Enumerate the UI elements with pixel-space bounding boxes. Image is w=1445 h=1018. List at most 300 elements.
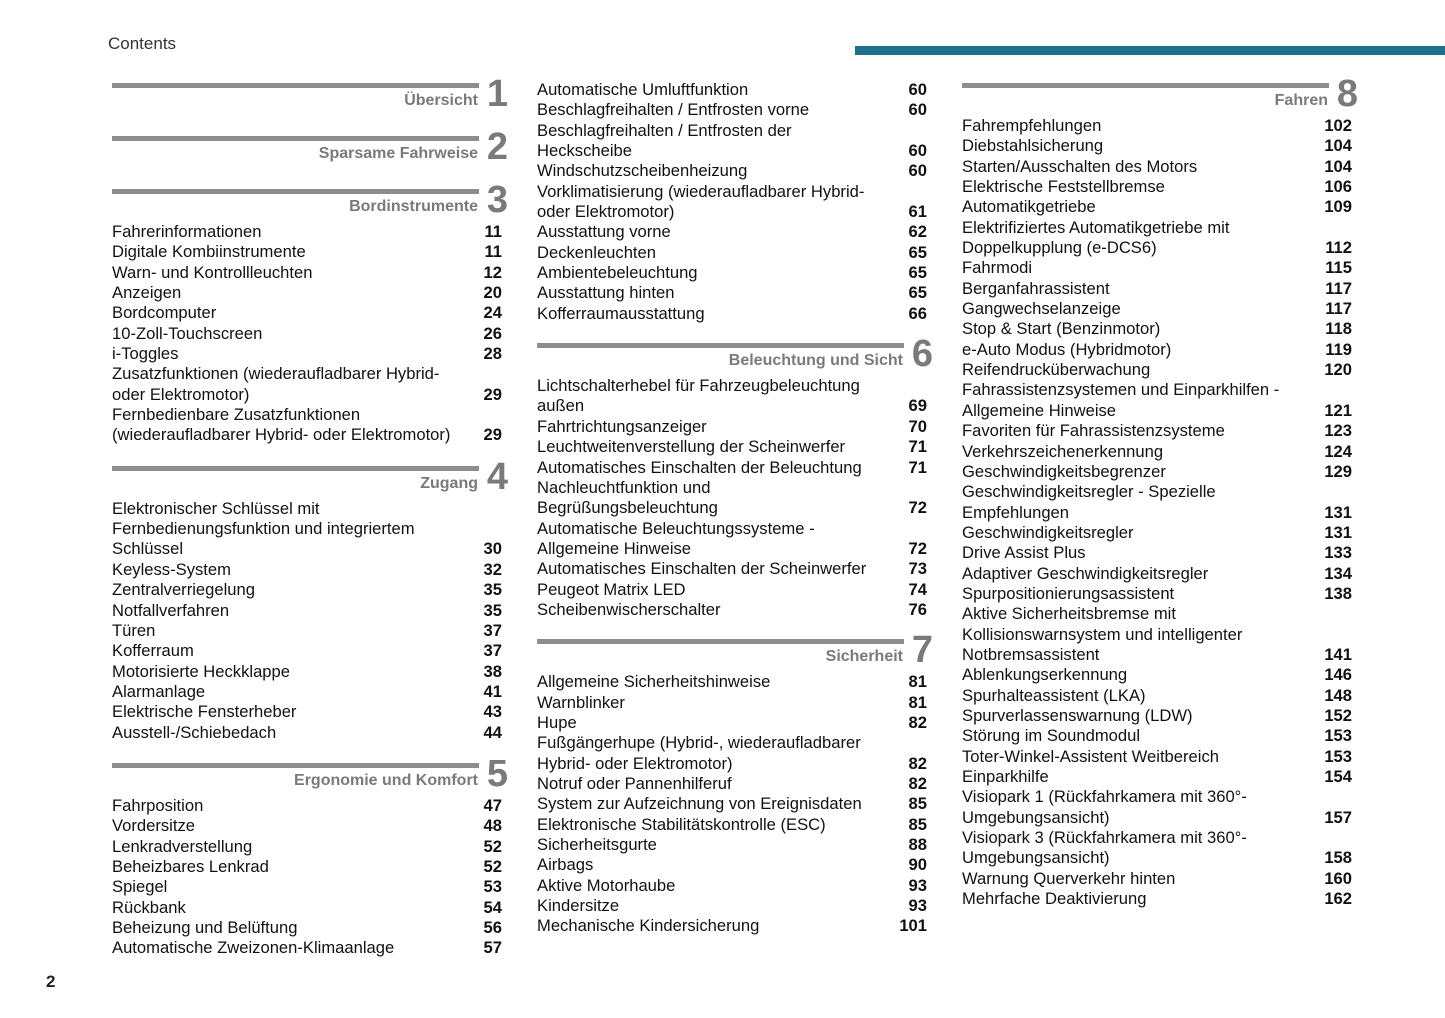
toc-entry-page: 11 [484, 222, 502, 241]
toc-entry[interactable] [112, 499, 508, 560]
toc-entry-page: 30 [483, 539, 502, 559]
section-number: 8 [1336, 73, 1358, 115]
toc-entry-title: Rückbank [112, 897, 186, 917]
toc-entry-page: 162 [1324, 889, 1352, 909]
toc-entry-page: 61 [908, 202, 927, 222]
toc-entry-page: 65 [908, 242, 927, 262]
toc-entry[interactable] [962, 299, 1358, 319]
toc-entry-page: 53 [483, 877, 502, 897]
toc-entry[interactable] [537, 182, 933, 223]
toc-entry[interactable] [537, 222, 933, 242]
section-header [112, 73, 508, 116]
toc-entry-page: 138 [1324, 583, 1352, 603]
toc-entry-page: 88 [908, 835, 927, 854]
toc-entry[interactable] [537, 672, 933, 692]
toc-entry-page: 60 [908, 141, 927, 161]
toc-entry-title: Geschwindigkeitsbegrenzer [962, 461, 1166, 481]
toc-entry-title: Ausstattung hinten [537, 283, 675, 303]
toc-entry-title: Elektrische Fensterheber [112, 702, 297, 722]
toc-entry-title: System zur Aufzeichnung von Ereignisdaten [537, 794, 862, 814]
toc-entry[interactable] [962, 869, 1358, 889]
toc-entry[interactable] [962, 380, 1358, 421]
section-title[interactable]: Fahren [1274, 92, 1328, 109]
toc-entry[interactable] [537, 458, 933, 478]
toc-column-1 [112, 73, 508, 959]
toc-entry-page: 56 [483, 917, 502, 937]
toc-entry-page: 11 [484, 242, 502, 262]
toc-entry-page: 153 [1324, 746, 1352, 766]
toc-entry-title: Bordcomputer [112, 303, 217, 323]
toc-entry[interactable] [112, 723, 508, 743]
toc-section [112, 169, 508, 446]
toc-entry[interactable] [962, 889, 1358, 909]
toc-entry-title: Kofferraumausstattung [537, 303, 705, 323]
toc-entry[interactable] [962, 787, 1358, 828]
toc-entry-title: Kofferraum [112, 641, 194, 661]
toc-entry-title: Zusatzfunktionen (wiederaufladbarer Hybrid- oder Elektromotor) [112, 364, 440, 404]
toc-entry-title: Lichtschalterhebel für Fahrzeugbeleuchtung außen [537, 376, 860, 416]
toc-entry-page: 72 [908, 498, 927, 518]
toc-entry-title: Elektrische Feststellbremse [962, 177, 1165, 197]
toc-entry[interactable] [962, 726, 1358, 746]
toc-entry[interactable] [962, 828, 1358, 869]
section-title[interactable]: Sicherheit [825, 648, 903, 666]
toc-entry-page: 160 [1324, 868, 1352, 888]
toc-entry[interactable] [112, 580, 508, 600]
toc-entry[interactable] [112, 938, 508, 958]
toc-entry[interactable] [537, 835, 933, 855]
toc-entry[interactable] [962, 258, 1358, 278]
toc-entry[interactable] [112, 222, 508, 242]
toc-entry[interactable] [962, 136, 1358, 156]
toc-entry[interactable] [962, 279, 1358, 299]
section-rule [112, 763, 479, 768]
toc-entry-page: 71 [908, 437, 927, 457]
toc-entry-title: Favoriten für Fahrassistenzsysteme [962, 421, 1225, 441]
toc-entry-title: Ablenkungserkennung [962, 665, 1128, 685]
toc-column-2 [537, 80, 933, 937]
toc-entry-title: Berganfahrassistent [962, 278, 1110, 298]
toc-entry-title: Fußgängerhupe (Hybrid-, wiederaufladbarer Hybrid- oder Elektromotor) [537, 733, 861, 773]
section-title[interactable]: Zugang [420, 474, 478, 492]
toc-entry[interactable] [112, 324, 508, 344]
toc-entry[interactable] [112, 560, 508, 580]
toc-entry-page: 82 [908, 753, 927, 773]
toc-entry[interactable] [112, 702, 508, 722]
toc-entry-page: 123 [1324, 421, 1352, 441]
toc-entry[interactable] [962, 157, 1358, 177]
toc-entry-title: Vorklimatisierung (wiederaufladbarer Hybrid- oder Elektromotor) [537, 181, 865, 222]
toc-entry[interactable] [112, 662, 508, 682]
toc-entry-title: Fahrassistenzsystemen und Einparkhilfen - Allgemeine Hinweise [962, 380, 1280, 420]
toc-entry-page: 73 [908, 559, 927, 579]
toc-entry-page: 60 [908, 80, 927, 99]
toc-entry-page: 20 [483, 283, 502, 303]
toc-entry[interactable] [112, 837, 508, 857]
toc-entry-page: 101 [899, 916, 927, 936]
toc-entry[interactable] [537, 815, 933, 835]
toc-entry-page: 62 [908, 222, 927, 242]
section-title[interactable]: Übersicht [404, 92, 478, 109]
toc-entry[interactable] [112, 303, 508, 323]
toc-entry-page: 154 [1324, 767, 1352, 786]
toc-entry-page: 32 [483, 559, 502, 579]
toc-entry[interactable] [112, 877, 508, 897]
toc-entry-title: Türen [112, 620, 156, 640]
toc-entry-page: 131 [1324, 502, 1352, 522]
toc-entry[interactable] [962, 482, 1358, 523]
toc-entry[interactable] [537, 519, 933, 560]
toc-entry-page: 52 [483, 856, 502, 876]
toc-entry-page: 71 [908, 457, 927, 477]
toc-entry-page: 69 [908, 396, 927, 416]
toc-entry[interactable] [537, 263, 933, 283]
toc-entry-title: Spurpositionierungsassistent [962, 583, 1175, 603]
section-number: 1 [486, 73, 508, 115]
toc-entry-title: Automatische Umluftfunktion [537, 80, 749, 99]
toc-entry[interactable] [537, 774, 933, 794]
toc-entry[interactable] [962, 421, 1358, 441]
toc-entry[interactable] [962, 197, 1358, 217]
toc-entry-page: 28 [483, 344, 502, 364]
toc-entry-title: Automatische Zweizonen-Klimaanlage [112, 938, 395, 958]
toc-entry-title: Fahrerinformationen [112, 222, 262, 241]
toc-entry[interactable] [112, 682, 508, 702]
toc-entry-title: Warnung Querverkehr hinten [962, 868, 1176, 888]
toc-entry-title: Digitale Kombiinstrumente [112, 242, 306, 262]
toc-entry-page: 117 [1325, 278, 1352, 298]
toc-entry-title: 10-Zoll-Touchscreen [112, 323, 263, 343]
toc-entry[interactable] [962, 319, 1358, 339]
toc-entry[interactable] [962, 442, 1358, 462]
toc-entry-page: 82 [908, 712, 927, 732]
toc-entry-title: Elektronische Stabilitätskontrolle (ESC) [537, 814, 826, 834]
toc-entry[interactable] [112, 242, 508, 262]
section-number: 5 [486, 752, 508, 795]
toc-entry-page: 66 [908, 303, 927, 323]
section-spacer [537, 620, 933, 636]
toc-entry-page: 106 [1324, 177, 1352, 197]
toc-entry-title: Spurhalteassistent (LKA) [962, 685, 1146, 705]
toc-entry-title: Automatische Beleuchtungssysteme - Allgemeine Hinweise [537, 518, 815, 558]
toc-entry[interactable] [962, 584, 1358, 604]
toc-entry-page: 146 [1324, 665, 1352, 685]
toc-entry[interactable] [112, 816, 508, 836]
toc-entry-title: Airbags [537, 855, 594, 875]
toc-entry[interactable] [962, 604, 1358, 665]
toc-entry-title: Vordersitze [112, 816, 196, 836]
section-header [112, 455, 508, 499]
toc-entry-page: 72 [908, 538, 927, 558]
toc-entry-page: 29 [483, 384, 502, 404]
toc-entry[interactable] [962, 218, 1358, 259]
toc-entry[interactable] [112, 621, 508, 641]
toc-entry[interactable] [537, 100, 933, 120]
toc-entry[interactable] [537, 600, 933, 620]
toc-entry[interactable] [537, 376, 933, 417]
section-rule [112, 466, 479, 471]
toc-entry-title: Deckenleuchten [537, 242, 657, 262]
toc-entry-title: Leuchtweitenverstellung der Scheinwerfer [537, 437, 846, 457]
toc-entry-title: Anzeigen [112, 283, 182, 303]
section-header [112, 179, 508, 222]
toc-entry-page: 148 [1324, 685, 1352, 705]
toc-entry[interactable] [962, 564, 1358, 584]
section-header [962, 73, 1358, 116]
toc-entry-title: Keyless-System [112, 559, 231, 579]
toc-entry-page: 112 [1325, 238, 1352, 258]
toc-entry[interactable] [962, 177, 1358, 197]
toc-entry-page: 43 [483, 702, 502, 722]
toc-section [962, 73, 1358, 909]
toc-entry-title: Ambientebeleuchtung [537, 263, 698, 283]
toc-entry-title: Ausstell-/Schiebedach [112, 722, 277, 742]
toc-entry[interactable] [112, 918, 508, 938]
toc-entry-title: Diebstahlsicherung [962, 136, 1104, 156]
toc-entry[interactable] [112, 263, 508, 283]
section-spacer [112, 446, 508, 463]
section-spacer [112, 116, 508, 133]
toc-entry[interactable] [962, 340, 1358, 360]
toc-entry-title: Beheizbares Lenkrad [112, 856, 269, 876]
toc-entry[interactable] [537, 417, 933, 437]
toc-entry-page: 76 [908, 599, 927, 619]
toc-entry-page: 93 [908, 896, 927, 916]
toc-entry[interactable] [962, 665, 1358, 685]
toc-entry-title: Allgemeine Sicherheitshinweise [537, 672, 771, 692]
section-header [537, 629, 933, 672]
toc-entry-page: 37 [483, 641, 502, 661]
toc-entry-title: Nachleuchtfunktion und Begrüßungsbeleuchtung [537, 477, 718, 518]
toc-entry-title: Elektrifiziertes Automatikgetriebe mit Doppelkupplung (e-DCS6) [962, 217, 1230, 258]
toc-entry-page: 129 [1324, 461, 1352, 481]
section-rule [112, 136, 479, 141]
toc-section [112, 73, 508, 116]
section-title[interactable]: Ergonomie und Komfort [294, 771, 478, 789]
toc-entry[interactable] [112, 364, 508, 405]
toc-entry-page: 12 [483, 262, 502, 282]
toc-entry-title: Kindersitze [537, 896, 620, 916]
toc-entry-page: 85 [908, 814, 927, 834]
section-header [112, 126, 508, 169]
toc-entry[interactable] [112, 641, 508, 661]
toc-section [112, 446, 508, 743]
toc-entry[interactable] [537, 916, 933, 936]
toc-entry-title: Fahrtrichtungsanzeiger [537, 416, 707, 436]
toc-entry-title: Scheibenwischerschalter [537, 599, 721, 619]
toc-entry[interactable] [962, 706, 1358, 726]
toc-section [112, 743, 508, 959]
toc-entry[interactable] [962, 462, 1358, 482]
toc-entry-title: Warnblinker [537, 692, 625, 712]
toc-entry-page: 82 [908, 773, 927, 793]
toc-entry-page: 81 [908, 692, 927, 712]
toc-entry[interactable] [112, 283, 508, 303]
section-number: 6 [911, 333, 933, 376]
toc-entry-page: 70 [908, 416, 927, 436]
section-title[interactable]: Bordinstrumente [349, 198, 478, 215]
toc-entry[interactable] [537, 121, 933, 162]
toc-entry-page: 104 [1324, 136, 1352, 156]
section-rule [962, 83, 1329, 88]
toc-entry-title: Visiopark 1 (Rückfahrkamera mit 360°- Umgebungsansicht) [962, 787, 1247, 827]
toc-entry-page: 57 [483, 938, 502, 958]
toc-entry-page: 93 [908, 875, 927, 895]
toc-entry[interactable] [537, 304, 933, 324]
toc-entry-title: Geschwindigkeitsregler [962, 522, 1134, 542]
toc-entry[interactable] [112, 344, 508, 364]
toc-entry-title: Motorisierte Heckklappe [112, 661, 290, 681]
toc-entry[interactable] [537, 478, 933, 519]
toc-entry-title: Verkehrszeichenerkennung [962, 441, 1164, 461]
section-spacer [112, 743, 508, 760]
toc-entry-page: 26 [483, 323, 502, 343]
toc-entry-page: 133 [1324, 543, 1352, 563]
toc-entry-page: 118 [1325, 319, 1352, 339]
toc-entry-title: Gangwechselanzeige [962, 299, 1121, 319]
toc-entry-title: Drive Assist Plus [962, 543, 1086, 563]
toc-entry[interactable] [537, 855, 933, 875]
toc-entry[interactable] [537, 283, 933, 303]
toc-entry[interactable] [962, 686, 1358, 706]
toc-entry-title: Reifendrucküberwachung [962, 360, 1151, 380]
toc-entry-title: Aktive Sicherheitsbremse mit Kollisionswarnsystem und intelligenter Notbremsassistent [962, 604, 1243, 664]
toc-section [112, 116, 508, 169]
toc-entry-page: 41 [483, 681, 502, 701]
toc-entry-page: 44 [483, 722, 502, 742]
toc-entry-title: Beschlagfreihalten / Entfrosten der Heckscheibe [537, 120, 792, 161]
toc-entry[interactable] [537, 896, 933, 916]
toc-entry[interactable] [537, 437, 933, 457]
toc-entry-title: Einparkhilfe [962, 767, 1049, 786]
toc-entry-page: 153 [1324, 726, 1352, 746]
toc-entry-page: 38 [483, 661, 502, 681]
toc-entry[interactable] [962, 767, 1358, 787]
toc-entry[interactable] [112, 796, 508, 816]
toc-entry-page: 81 [908, 672, 927, 692]
section-rule [112, 189, 479, 194]
toc-entry-title: Notruf oder Pannenhilferuf [537, 773, 732, 793]
section-header [537, 333, 933, 376]
section-rule [537, 639, 904, 644]
toc-entry-title: Mechanische Kindersicherung [537, 916, 760, 936]
toc-entry-page: 104 [1324, 156, 1352, 176]
toc-entry-page: 124 [1324, 441, 1352, 461]
toc-entry-page: 60 [908, 100, 927, 120]
toc-entry-title: Notfallverfahren [112, 600, 230, 620]
toc-entry[interactable] [962, 360, 1358, 380]
toc-entry-title: Peugeot Matrix LED [537, 579, 686, 599]
toc-entry-page: 117 [1325, 299, 1352, 319]
toc-entry-page: 115 [1325, 258, 1352, 278]
toc-entry[interactable] [537, 733, 933, 774]
toc-entry[interactable] [112, 601, 508, 621]
toc-entry-title: Fernbedienbare Zusatzfunktionen (wiederaufladbarer Hybrid- oder Elektromotor) [112, 405, 451, 445]
toc-entry[interactable] [537, 876, 933, 896]
toc-entry-page: 47 [483, 795, 502, 815]
toc-entry-title: Adaptiver Geschwindigkeitsregler [962, 563, 1209, 583]
toc-entry-page: 54 [483, 897, 502, 917]
toc-entry-title: Hupe [537, 712, 577, 732]
toc-entry-page: 157 [1324, 807, 1352, 827]
toc-entry-title: Zentralverriegelung [112, 580, 255, 600]
toc-entry-title: Alarmanlage [112, 681, 206, 701]
toc-entry-title: Sicherheitsgurte [537, 835, 657, 854]
toc-entry-title: Warn- und Kontrollleuchten [112, 262, 313, 282]
toc-entry-title: Beheizung und Belüftung [112, 917, 298, 937]
section-title[interactable]: Beleuchtung und Sicht [728, 352, 903, 370]
toc-entry-title: Störung im Soundmodul [962, 726, 1141, 746]
toc-entry-page: 119 [1325, 339, 1352, 359]
toc-entry[interactable] [537, 580, 933, 600]
toc-entry-title: Lenkradverstellung [112, 836, 253, 856]
toc-entry-page: 90 [908, 855, 927, 875]
toc-entry[interactable] [112, 898, 508, 918]
toc-entry[interactable] [962, 116, 1358, 136]
toc-entry[interactable] [112, 405, 508, 446]
toc-entry-page: 158 [1324, 848, 1352, 868]
toc-entry[interactable] [537, 794, 933, 814]
toc-entry-page: 121 [1324, 400, 1352, 420]
toc-entry-title: Visiopark 3 (Rückfahrkamera mit 360°- Umgebungsansicht) [962, 828, 1247, 868]
toc-entry-title: Beschlagfreihalten / Entfrosten vorne [537, 100, 810, 120]
toc-section [537, 620, 933, 936]
toc-entry[interactable] [112, 857, 508, 877]
toc-entry-title: Starten/Ausschalten des Motors [962, 156, 1198, 176]
toc-section [537, 324, 933, 620]
toc-entry[interactable] [537, 161, 933, 181]
toc-entry-page: 141 [1324, 644, 1352, 664]
toc-entry-page: 60 [908, 161, 927, 181]
toc-entry-title: Ausstattung vorne [537, 222, 671, 242]
toc-entry[interactable] [537, 713, 933, 733]
toc-entry[interactable] [962, 523, 1358, 543]
toc-entry[interactable] [962, 747, 1358, 767]
toc-column-3 [962, 73, 1358, 909]
toc-entry-title: Windschutzscheibenheizung [537, 161, 748, 181]
section-number: 2 [486, 126, 508, 168]
section-spacer [537, 324, 933, 340]
toc-entry-title: e-Auto Modus (Hybridmotor) [962, 339, 1172, 359]
toc-entry-title: Automatisches Einschalten der Scheinwerfer [537, 559, 867, 579]
toc-entry[interactable] [537, 243, 933, 263]
toc-entry-title: Stop & Start (Benzinmotor) [962, 319, 1161, 339]
toc-entry-title: Fahrposition [112, 795, 204, 815]
toc-entry-page: 74 [908, 579, 927, 599]
toc-entry-title: Mehrfache Deaktivierung [962, 889, 1147, 909]
toc-entry[interactable] [537, 559, 933, 579]
toc-entry-page: 85 [908, 794, 927, 814]
page-header-title: Contents [108, 34, 177, 53]
toc-entry[interactable] [537, 693, 933, 713]
section-header [112, 752, 508, 796]
section-title[interactable]: Sparsame Fahrweise [318, 145, 478, 162]
toc-entry-page: 52 [483, 836, 502, 856]
section-rule [112, 83, 479, 88]
toc-entry-page: 120 [1324, 360, 1352, 380]
section-number: 7 [911, 629, 933, 672]
toc-entry[interactable] [962, 543, 1358, 563]
toc-entry-title: Automatikgetriebe [962, 197, 1096, 217]
toc-entry-page: 37 [483, 620, 502, 640]
toc-entry-page: 131 [1324, 522, 1352, 542]
toc-entry-page: 48 [483, 816, 502, 836]
toc-entry[interactable] [537, 80, 933, 100]
toc-entry-page: 65 [908, 263, 927, 283]
header-accent-bar [855, 46, 1445, 55]
toc-entry-page: 134 [1324, 563, 1352, 583]
section-rule [537, 343, 904, 348]
